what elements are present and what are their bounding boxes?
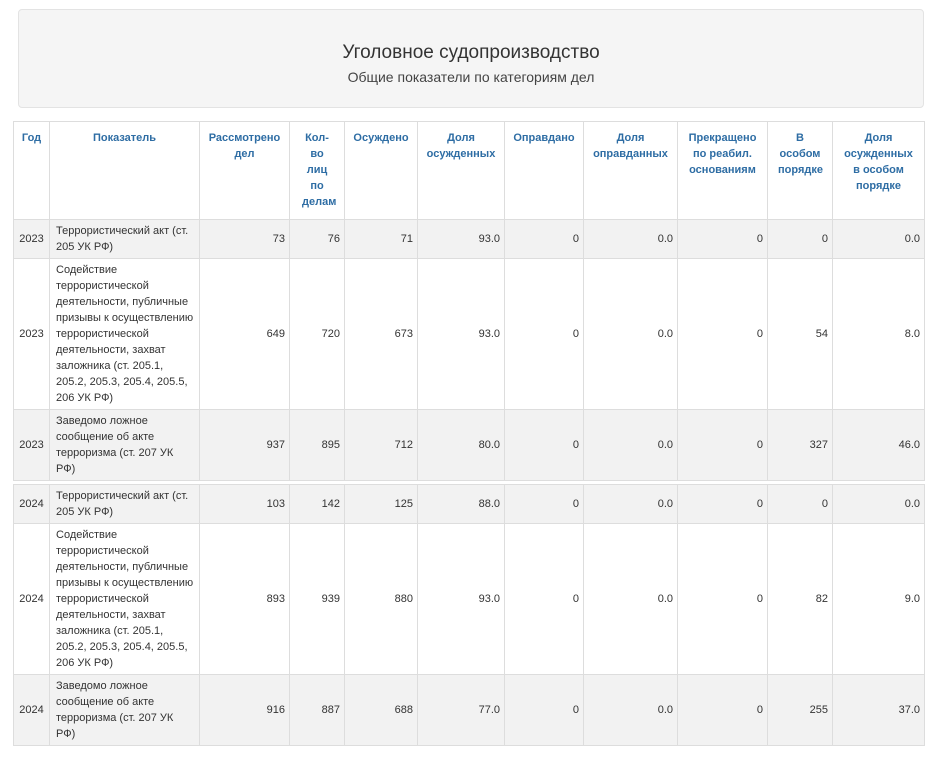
cell-reviewed: 893 [200, 524, 290, 675]
cell-convicted: 688 [345, 675, 418, 746]
cell-acquitted-share: 0.0 [584, 675, 678, 746]
column-header-special-share[interactable]: Доля осужденных в особом порядке [833, 122, 925, 220]
cell-convicted-share: 93.0 [418, 259, 505, 410]
page-subtitle: Общие показатели по категориям дел [347, 69, 595, 85]
table-header-row [14, 122, 925, 220]
cell-convicted-share: 93.0 [418, 220, 505, 259]
cell-persons: 720 [290, 259, 345, 410]
table-row [14, 259, 925, 410]
page-title: Уголовное судопроизводство [342, 42, 600, 63]
cell-terminated: 0 [678, 259, 768, 410]
cell-year: 2024 [14, 485, 50, 524]
cell-acquitted-share: 0.0 [584, 410, 678, 481]
column-header-convicted[interactable]: Осуждено [345, 122, 418, 220]
table-row [14, 524, 925, 675]
cell-acquitted: 0 [505, 410, 584, 481]
cell-convicted: 880 [345, 524, 418, 675]
cell-indicator: Заведомо ложное сообщение об акте терроризма (ст. 207 УК РФ) [50, 675, 200, 746]
table-row [14, 485, 925, 524]
cell-acquitted: 0 [505, 220, 584, 259]
cell-acquitted: 0 [505, 485, 584, 524]
cell-acquitted-share: 0.0 [584, 259, 678, 410]
cell-convicted: 71 [345, 220, 418, 259]
cell-special-order: 0 [768, 220, 833, 259]
cell-acquitted-share: 0.0 [584, 524, 678, 675]
cell-terminated: 0 [678, 220, 768, 259]
table-row [14, 220, 925, 259]
table-row [14, 675, 925, 746]
cell-persons: 142 [290, 485, 345, 524]
cell-reviewed: 73 [200, 220, 290, 259]
cell-indicator: Заведомо ложное сообщение об акте терроризма (ст. 207 УК РФ) [50, 410, 200, 481]
cell-convicted-share: 80.0 [418, 410, 505, 481]
column-header-persons[interactable]: Кол-во лиц по делам [290, 122, 345, 220]
cell-special-order: 54 [768, 259, 833, 410]
cell-convicted-share: 93.0 [418, 524, 505, 675]
cell-reviewed: 649 [200, 259, 290, 410]
cell-special-share: 9.0 [833, 524, 925, 675]
cell-year: 2023 [14, 259, 50, 410]
column-header-convicted-share[interactable]: Доля осужденных [418, 122, 505, 220]
cell-reviewed: 103 [200, 485, 290, 524]
cell-persons: 939 [290, 524, 345, 675]
cell-acquitted: 0 [505, 524, 584, 675]
cell-terminated: 0 [678, 410, 768, 481]
cell-indicator: Террористический акт (ст. 205 УК РФ) [50, 220, 200, 259]
cell-indicator: Террористический акт (ст. 205 УК РФ) [50, 485, 200, 524]
cell-reviewed: 916 [200, 675, 290, 746]
column-header-acquitted-share[interactable]: Доля оправданных [584, 122, 678, 220]
cell-persons: 895 [290, 410, 345, 481]
cell-acquitted-share: 0.0 [584, 220, 678, 259]
cell-convicted-share: 77.0 [418, 675, 505, 746]
cell-year: 2023 [14, 410, 50, 481]
table-row [14, 410, 925, 481]
cell-special-order: 82 [768, 524, 833, 675]
cell-terminated: 0 [678, 675, 768, 746]
cell-indicator: Содействие террористической деятельности, публичные призывы к осуществлению террористической деятельности, захват заложника (ст. 205.1, 205.2, 205.3, 205.4, 205.5, 206 УК РФ) [50, 524, 200, 675]
cell-acquitted: 0 [505, 675, 584, 746]
report-header-panel [18, 9, 924, 108]
cell-convicted: 712 [345, 410, 418, 481]
cell-convicted: 125 [345, 485, 418, 524]
column-header-year[interactable]: Год [14, 122, 50, 220]
cell-year: 2024 [14, 675, 50, 746]
cell-indicator: Содействие террористической деятельности, публичные призывы к осуществлению террористической деятельности, захват заложника (ст. 205.1, 205.2, 205.3, 205.4, 205.5, 206 УК РФ) [50, 259, 200, 410]
cell-convicted-share: 88.0 [418, 485, 505, 524]
cell-reviewed: 937 [200, 410, 290, 481]
cell-special-order: 327 [768, 410, 833, 481]
cell-acquitted-share: 0.0 [584, 485, 678, 524]
column-header-indicator[interactable]: Показатель [50, 122, 200, 220]
cell-special-order: 255 [768, 675, 833, 746]
column-header-special-order[interactable]: В особом порядке [768, 122, 833, 220]
cell-special-share: 0.0 [833, 485, 925, 524]
cell-acquitted: 0 [505, 259, 584, 410]
cell-year: 2024 [14, 524, 50, 675]
cell-special-order: 0 [768, 485, 833, 524]
column-header-terminated[interactable]: Прекращено по реабил. основаниям [678, 122, 768, 220]
cell-persons: 887 [290, 675, 345, 746]
cell-year: 2023 [14, 220, 50, 259]
indicators-table [13, 121, 925, 746]
cell-special-share: 8.0 [833, 259, 925, 410]
cell-special-share: 37.0 [833, 675, 925, 746]
column-header-reviewed[interactable]: Рассмотрено дел [200, 122, 290, 220]
cell-convicted: 673 [345, 259, 418, 410]
cell-terminated: 0 [678, 524, 768, 675]
cell-special-share: 46.0 [833, 410, 925, 481]
cell-special-share: 0.0 [833, 220, 925, 259]
cell-terminated: 0 [678, 485, 768, 524]
cell-persons: 76 [290, 220, 345, 259]
column-header-acquitted[interactable]: Оправдано [505, 122, 584, 220]
